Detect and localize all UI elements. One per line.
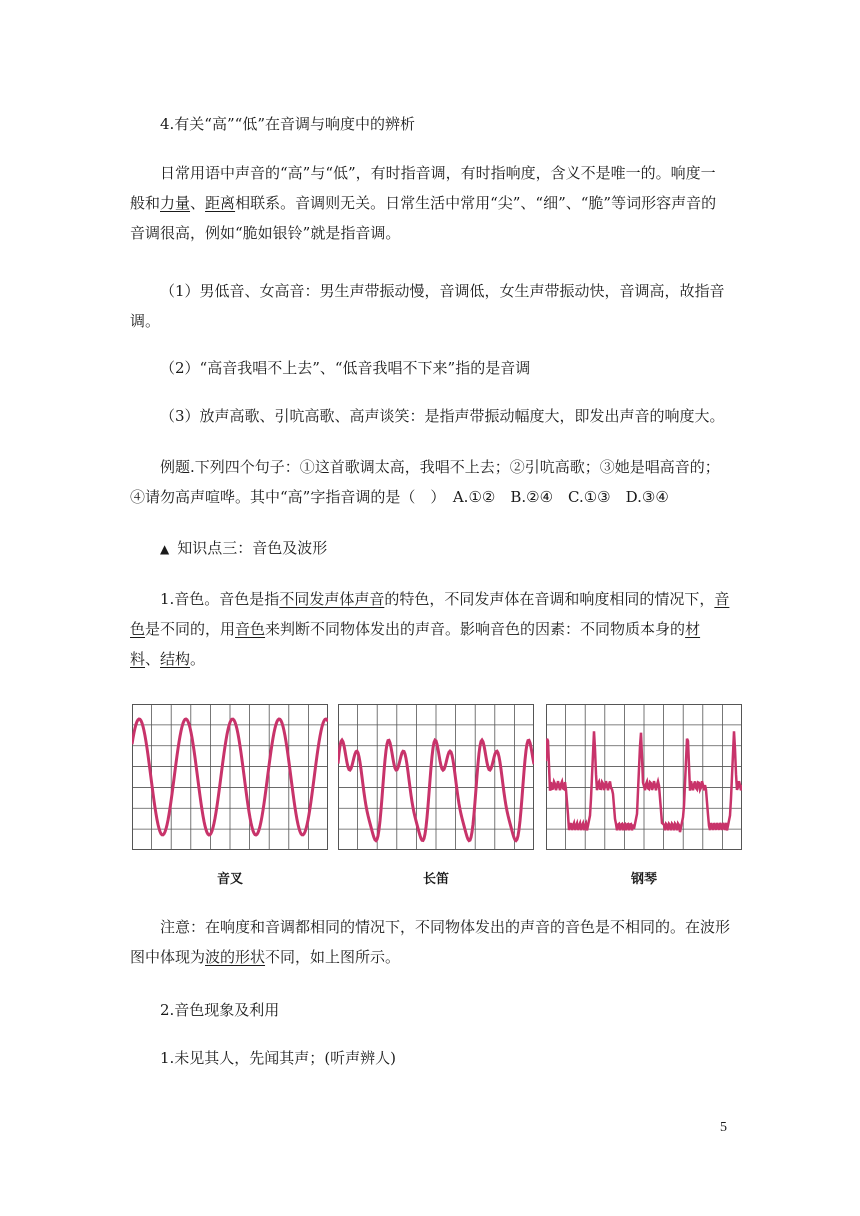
section-2-item-1: 1.未见其人，先闻其声；(听声辨人) xyxy=(160,1049,397,1067)
waveform-tuning-fork xyxy=(132,704,328,850)
timbre-definition: 1.音色。音色是指不同发声体声音的特色，不同发声体在音调和响度相同的情况下，音色是不同的，用音色来判断不同物体发出的声音。影响音色的因素：不同物质本身的材料、结构。 xyxy=(130,590,730,668)
waveform-flute-graph xyxy=(338,704,534,850)
example-question: 例题.下列四个句子：①这首歌调太高，我唱不上去；②引吭高歌；③她是唱高音的；④请勿高声喧哗。其中“高”字指音调的是（ ） A.①② B.②④ C.①③ D.③④ xyxy=(130,458,720,506)
label-tuning-fork: 音叉 xyxy=(216,872,243,887)
waveform-piano-graph xyxy=(546,704,742,850)
section-4-title: 4.有关“高”“低”在音调与响度中的辨析 xyxy=(160,115,415,133)
item-3: （3）放声高歌、引吭高歌、高声谈笑：是指声带振动幅度大，即发出声音的响度大。 xyxy=(160,407,725,425)
label-piano: 钢琴 xyxy=(630,872,657,887)
item-1: （1）男低音、女高音：男生声带振动慢，音调低，女生声带振动快，音调高，故指音调。 xyxy=(130,282,725,330)
page-number: 5 xyxy=(720,1120,727,1135)
blank-force: 力量 xyxy=(160,194,191,212)
waveform-grid xyxy=(338,704,534,850)
section-2-title: 2.音色现象及利用 xyxy=(160,1001,280,1019)
blank-wave-shape: 波的形状 xyxy=(205,948,266,966)
waveform-flute xyxy=(338,704,534,850)
triangle-icon: ▲ xyxy=(160,542,170,556)
note-paragraph: 注意：在响度和音调都相同的情况下，不同物体发出的声音的音色是不相同的。在波形图中体现为波的形状不同，如上图所示。 xyxy=(130,918,731,966)
knowledge-point-3-heading: ▲ 知识点三：音色及波形 xyxy=(160,539,328,557)
section-4-intro: 日常用语中声音的“高”与“低”，有时指音调，有时指响度，含义不是唯一的。响度一般和力量、距离相联系。音调则无关。日常生活中常用“尖”、“细”、“脆”等词形容声音的音调很高，例如“脆如银铃”就是指音调。 xyxy=(130,164,717,242)
blank-distance: 距离 xyxy=(205,194,236,212)
item-2: （2）“高音我唱不上去”、“低音我唱不下来”指的是音调 xyxy=(160,359,531,377)
waveform-piano xyxy=(546,704,742,850)
label-flute: 长笛 xyxy=(422,872,449,887)
waveform-tuning-fork-graph xyxy=(132,704,328,850)
